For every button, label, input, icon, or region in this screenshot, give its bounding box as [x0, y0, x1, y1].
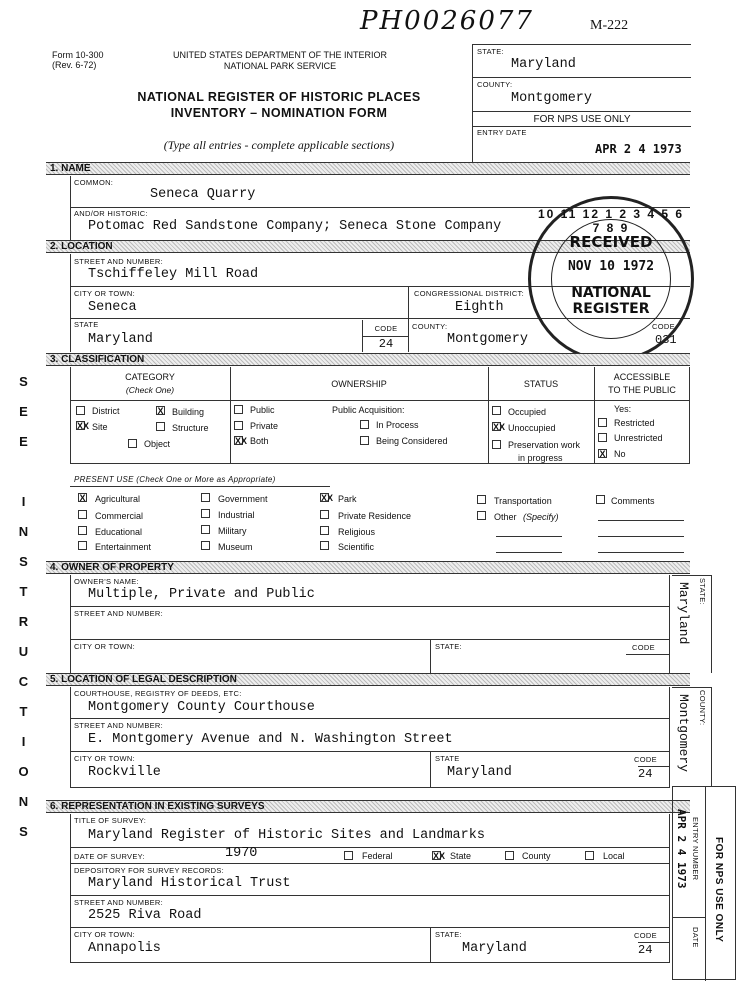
form-code: M-222: [590, 18, 629, 33]
nps-use-only-box: FOR NPS USE ONLY ENTRY NUMBER DATE APR 2 4 1973: [672, 786, 736, 980]
military-label: Military: [218, 526, 247, 536]
section-4-header: 4. OWNER OF PROPERTY: [46, 561, 690, 574]
unoccupied-label: Unoccupied: [508, 423, 556, 433]
private-residence-label: Private Residence: [338, 511, 412, 521]
section-6-header: 6. REPRESENTATION IN EXISTING SURVEYS: [46, 800, 690, 813]
occupied-label: Occupied: [508, 407, 547, 417]
accessible-heading-1: ACCESSIBLE: [613, 372, 671, 382]
street-label: STREET AND NUMBER:: [74, 257, 164, 266]
site-checkbox[interactable]: XX: [77, 421, 90, 431]
legal-state-label: STATE: [435, 754, 460, 763]
in-process-label: In Process: [376, 420, 419, 430]
county-option-label: County: [522, 851, 551, 861]
structure-checkbox[interactable]: [156, 422, 165, 431]
site-label: Site: [92, 422, 108, 432]
state-value-2: Maryland: [88, 332, 153, 347]
legal-city-value: Rockville: [88, 765, 161, 780]
preservation-label-1: Preservation work: [508, 440, 581, 450]
comments-label: Comments: [611, 496, 655, 506]
legal-street-value: E. Montgomery Avenue and N. Washington Street: [88, 732, 453, 747]
entry-date-label: ENTRY DATE: [477, 128, 527, 137]
ownership-heading: OWNERSHIP: [331, 379, 387, 389]
survey-date-value: 1970: [225, 846, 258, 861]
private-label: Private: [250, 421, 279, 431]
park-label: Park: [338, 494, 357, 504]
government-checkbox[interactable]: [201, 493, 210, 502]
see-instructions: SEE INSTRUCTIONS: [16, 374, 31, 854]
courthouse-label: COURTHOUSE, REGISTRY OF DEEDS, ETC:: [74, 689, 242, 698]
legal-state-value: Maryland: [447, 765, 512, 780]
historic-label: AND/OR HISTORIC:: [74, 209, 148, 218]
acquisition-label: Public Acquisition:: [332, 405, 405, 415]
museum-label: Museum: [218, 542, 253, 552]
side-state-box: STATE: Maryland: [672, 575, 712, 673]
present-use-label: PRESENT USE (Check One or More as Appropriate): [74, 475, 276, 484]
local-checkbox[interactable]: [585, 851, 594, 860]
section-1-header: 1. NAME: [46, 162, 690, 175]
survey-street-value: 2525 Riva Road: [88, 908, 202, 923]
district-label: District: [92, 406, 120, 416]
educational-label: Educational: [95, 527, 143, 537]
state-label-2: STATE: [74, 320, 99, 329]
common-name: Seneca Quarry: [150, 187, 256, 202]
owner-street-label: STREET AND NUMBER:: [74, 609, 164, 618]
legal-street-label: STREET AND NUMBER:: [74, 721, 164, 730]
restricted-label: Restricted: [614, 418, 655, 428]
service: NATIONAL PARK SERVICE: [223, 61, 337, 71]
legal-city-label: CITY OR TOWN:: [74, 754, 135, 763]
county-checkbox[interactable]: [505, 851, 514, 860]
form-title-2: INVENTORY – NOMINATION FORM: [170, 106, 388, 120]
park-checkbox[interactable]: XX: [321, 493, 334, 503]
other-label: Other: [494, 512, 517, 522]
state-value: Maryland: [511, 57, 576, 72]
building-label: Building: [172, 407, 205, 417]
state-label: STATE:: [477, 47, 504, 56]
unoccupied-checkbox[interactable]: XX: [493, 422, 506, 432]
status-heading: STATUS: [523, 379, 559, 389]
owner-city-label: CITY OR TOWN:: [74, 642, 135, 651]
educational-checkbox[interactable]: [78, 526, 87, 535]
nps-only-label: FOR NPS USE ONLY: [533, 114, 631, 125]
city-value: Seneca: [88, 300, 137, 315]
private-residence-checkbox[interactable]: [320, 510, 329, 519]
agricultural-label: Agricultural: [95, 494, 141, 504]
scientific-label: Scientific: [338, 542, 375, 552]
unrestricted-label: Unrestricted: [614, 433, 663, 443]
owner-value: Multiple, Private and Public: [88, 587, 315, 602]
structure-label: Structure: [172, 423, 209, 433]
federal-checkbox[interactable]: [344, 851, 353, 860]
form-title-1: NATIONAL REGISTER OF HISTORIC PLACES: [137, 90, 421, 104]
religious-label: Religious: [338, 527, 376, 537]
survey-street-label: STREET AND NUMBER:: [74, 898, 164, 907]
transportation-label: Transportation: [494, 496, 552, 506]
survey-state-label: STATE:: [435, 930, 462, 939]
owner-code-label: CODE: [632, 643, 655, 652]
depository-label: DEPOSITORY FOR SURVEY RECORDS:: [74, 866, 225, 875]
local-label: Local: [603, 851, 625, 861]
accessible-heading-2: TO THE PUBLIC: [608, 385, 676, 395]
federal-label: Federal: [362, 851, 393, 861]
being-considered-checkbox[interactable]: [360, 436, 369, 445]
category-heading: CATEGORY: [125, 372, 175, 382]
commercial-label: Commercial: [95, 511, 144, 521]
both-label: Both: [250, 436, 269, 446]
preservation-label-2: in progress: [518, 453, 563, 463]
depository-value: Maryland Historical Trust: [88, 876, 291, 891]
county-label: COUNTY:: [477, 80, 513, 89]
commercial-checkbox[interactable]: [78, 510, 87, 519]
department: UNITED STATES DEPARTMENT OF THE INTERIOR: [172, 50, 388, 60]
survey-city-label: CITY OR TOWN:: [74, 930, 135, 939]
entertainment-label: Entertainment: [95, 542, 152, 552]
common-label: COMMON:: [74, 178, 114, 187]
code2-label: CODE: [652, 322, 675, 331]
county-value-2: Montgomery: [447, 332, 529, 347]
state-option-label: State: [450, 851, 472, 861]
no-checkbox[interactable]: X: [599, 449, 606, 459]
agricultural-checkbox[interactable]: X: [79, 493, 86, 503]
other-checkbox[interactable]: [477, 511, 486, 520]
private-checkbox[interactable]: [234, 421, 243, 430]
county-label-2: COUNTY:: [412, 322, 448, 331]
unrestricted-checkbox[interactable]: [598, 433, 607, 442]
survey-title-label: TITLE OF SURVEY:: [74, 816, 147, 825]
section-3-header: 3. CLASSIFICATION: [46, 353, 690, 366]
scientific-checkbox[interactable]: [320, 541, 329, 550]
being-considered-label: Being Considered: [376, 436, 448, 446]
code2-value: 031: [655, 333, 677, 347]
yes-label: Yes:: [614, 404, 632, 414]
preservation-checkbox[interactable]: [492, 440, 501, 449]
handwritten-id: PH0026077: [360, 6, 534, 36]
legal-code-label: CODE: [634, 755, 657, 764]
industrial-label: Industrial: [218, 510, 255, 520]
government-label: Government: [218, 494, 268, 504]
district-checkbox[interactable]: [76, 406, 85, 415]
no-label: No: [614, 449, 626, 459]
congressional-label: CONGRESSIONAL DISTRICT:: [414, 289, 524, 298]
category-subheading: (Check One): [125, 385, 175, 395]
public-label: Public: [250, 405, 275, 415]
side-county-box: COUNTY: Montgomery: [672, 687, 712, 787]
survey-city-value: Annapolis: [88, 941, 161, 956]
survey-date-label: DATE OF SURVEY:: [74, 852, 145, 861]
owner-state-label: STATE:: [435, 642, 462, 651]
city-label: CITY OR TOWN:: [74, 289, 135, 298]
survey-title-value: Maryland Register of Historic Sites and Landmarks: [88, 828, 485, 843]
object-label: Object: [144, 439, 171, 449]
occupied-checkbox[interactable]: [492, 406, 501, 415]
survey-code-label: CODE: [634, 931, 657, 940]
object-checkbox[interactable]: [128, 439, 137, 448]
comments-checkbox[interactable]: [596, 495, 605, 504]
military-checkbox[interactable]: [201, 525, 210, 534]
transportation-checkbox[interactable]: [477, 495, 486, 504]
header-side-box: [472, 44, 690, 162]
section-5-header: 5. LOCATION OF LEGAL DESCRIPTION: [46, 673, 690, 686]
restricted-checkbox[interactable]: [598, 418, 607, 427]
state-checkbox[interactable]: XX: [433, 851, 446, 861]
both-checkbox[interactable]: XX: [235, 436, 248, 446]
owner-label: OWNER'S NAME:: [74, 577, 139, 586]
historic-name: Potomac Red Sandstone Company; Seneca Stone Company: [88, 219, 502, 234]
received-stamp: 10 11 12 1 2 3 4 5 6 7 8 9 RECEIVED NOV 10 1972 NATIONAL REGISTER: [528, 196, 694, 362]
legal-code-value: 24: [638, 766, 670, 781]
county-value: Montgomery: [511, 91, 593, 106]
section-2-header: 2. LOCATION: [46, 240, 690, 253]
survey-state-value: Maryland: [462, 941, 527, 956]
entry-date-stamp: APR 2 4 1973: [595, 142, 682, 156]
museum-checkbox[interactable]: [201, 541, 210, 550]
street-value: Tschiffeley Mill Road: [88, 267, 259, 282]
religious-checkbox[interactable]: [320, 526, 329, 535]
courthouse-value: Montgomery County Courthouse: [88, 700, 315, 715]
form-revision: (Rev. 6-72): [52, 60, 97, 70]
entertainment-checkbox[interactable]: [78, 541, 87, 550]
in-process-checkbox[interactable]: [360, 420, 369, 429]
survey-code-value: 24: [638, 942, 670, 957]
industrial-checkbox[interactable]: [201, 509, 210, 518]
public-checkbox[interactable]: [234, 405, 243, 414]
other-specify-label: (Specify): [523, 512, 559, 522]
instructions: (Type all entries - complete applicable sections): [163, 138, 395, 152]
code-box: CODE 24: [362, 320, 408, 352]
form-number: Form 10-300: [52, 50, 104, 60]
building-checkbox[interactable]: X: [157, 406, 164, 416]
congressional-value: Eighth: [455, 300, 504, 315]
